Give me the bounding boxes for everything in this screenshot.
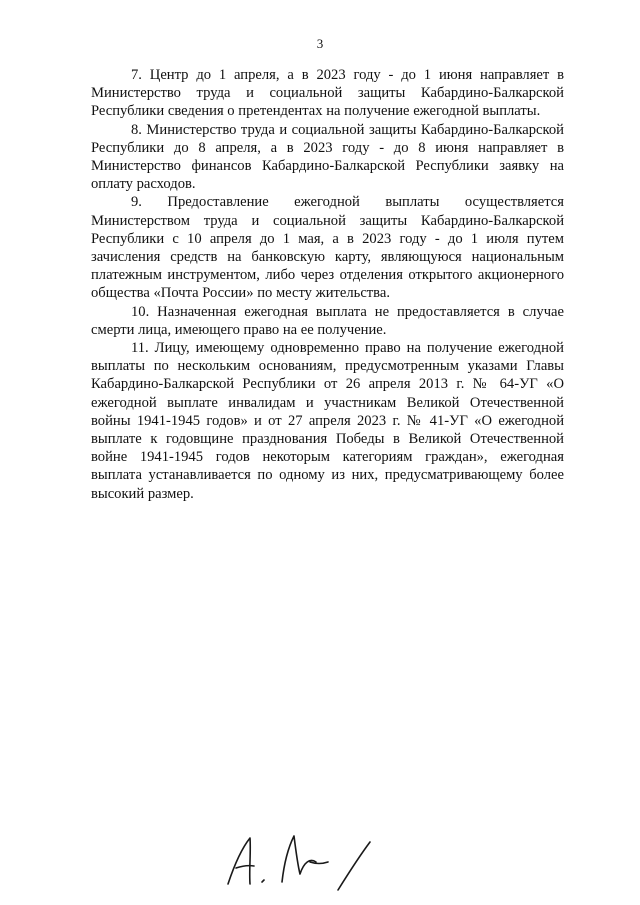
paragraph-10: 10. Назначенная ежегодная выплата не предоставляется в случае смерти лица, имеющего право на ее получение. [91, 303, 564, 338]
document-body [91, 66, 564, 503]
paragraph-8: 8. Министерство труда и социальной защиты Кабардино-Балкарской Республики до 8 апреля, а в 2023 году - до 8 июня направляет в Министерство финансов Кабардино-Балкарской Республики заявку на оплату расходов. [91, 121, 564, 193]
paragraph-9: 9. Предоставление ежегодной выплаты осуществляется Министерством труда и социальной защиты Кабардино-Балкарской Республики с 10 апреля до 1 мая, а в 2023 году - до 1 июля путем зачисления средств на банковскую карту, являющуюся национальным платежным инструментом, либо через отделения открытого акционерного общества «Почта России» по месту жительства. [91, 194, 564, 302]
page-number: 3 [316, 36, 324, 51]
paragraph-7: 7. Центр до 1 апреля, а в 2023 году - до 1 июня направляет в Министерство труда и социальной защиты Кабардино-Балкарской Республики сведения о претендентах на получение ежегодной выплаты. [91, 67, 564, 120]
handwritten-signature [220, 822, 390, 892]
paragraph-11: 11. Лицу, имеющему одновременно право на получение ежегодной выплаты по нескольким основаниям, предусмотренным указами Главы Кабардино-Балкарской Республики от 26 апреля 2013 г. № 64-УГ «О ежегодной выплате инвалидам и участникам Великой Отечественной войны 1941-1945 годов» и от 27 апреля 2023 г. № 41-УГ «О ежегодной выплате к годовщине празднования Победы в Великой Отечественной войне 1941-1945 годов некоторым категориям граждан», ежегодная выплата устанавливается по одному из них, предусматривающему более высокий размер. [91, 340, 564, 502]
